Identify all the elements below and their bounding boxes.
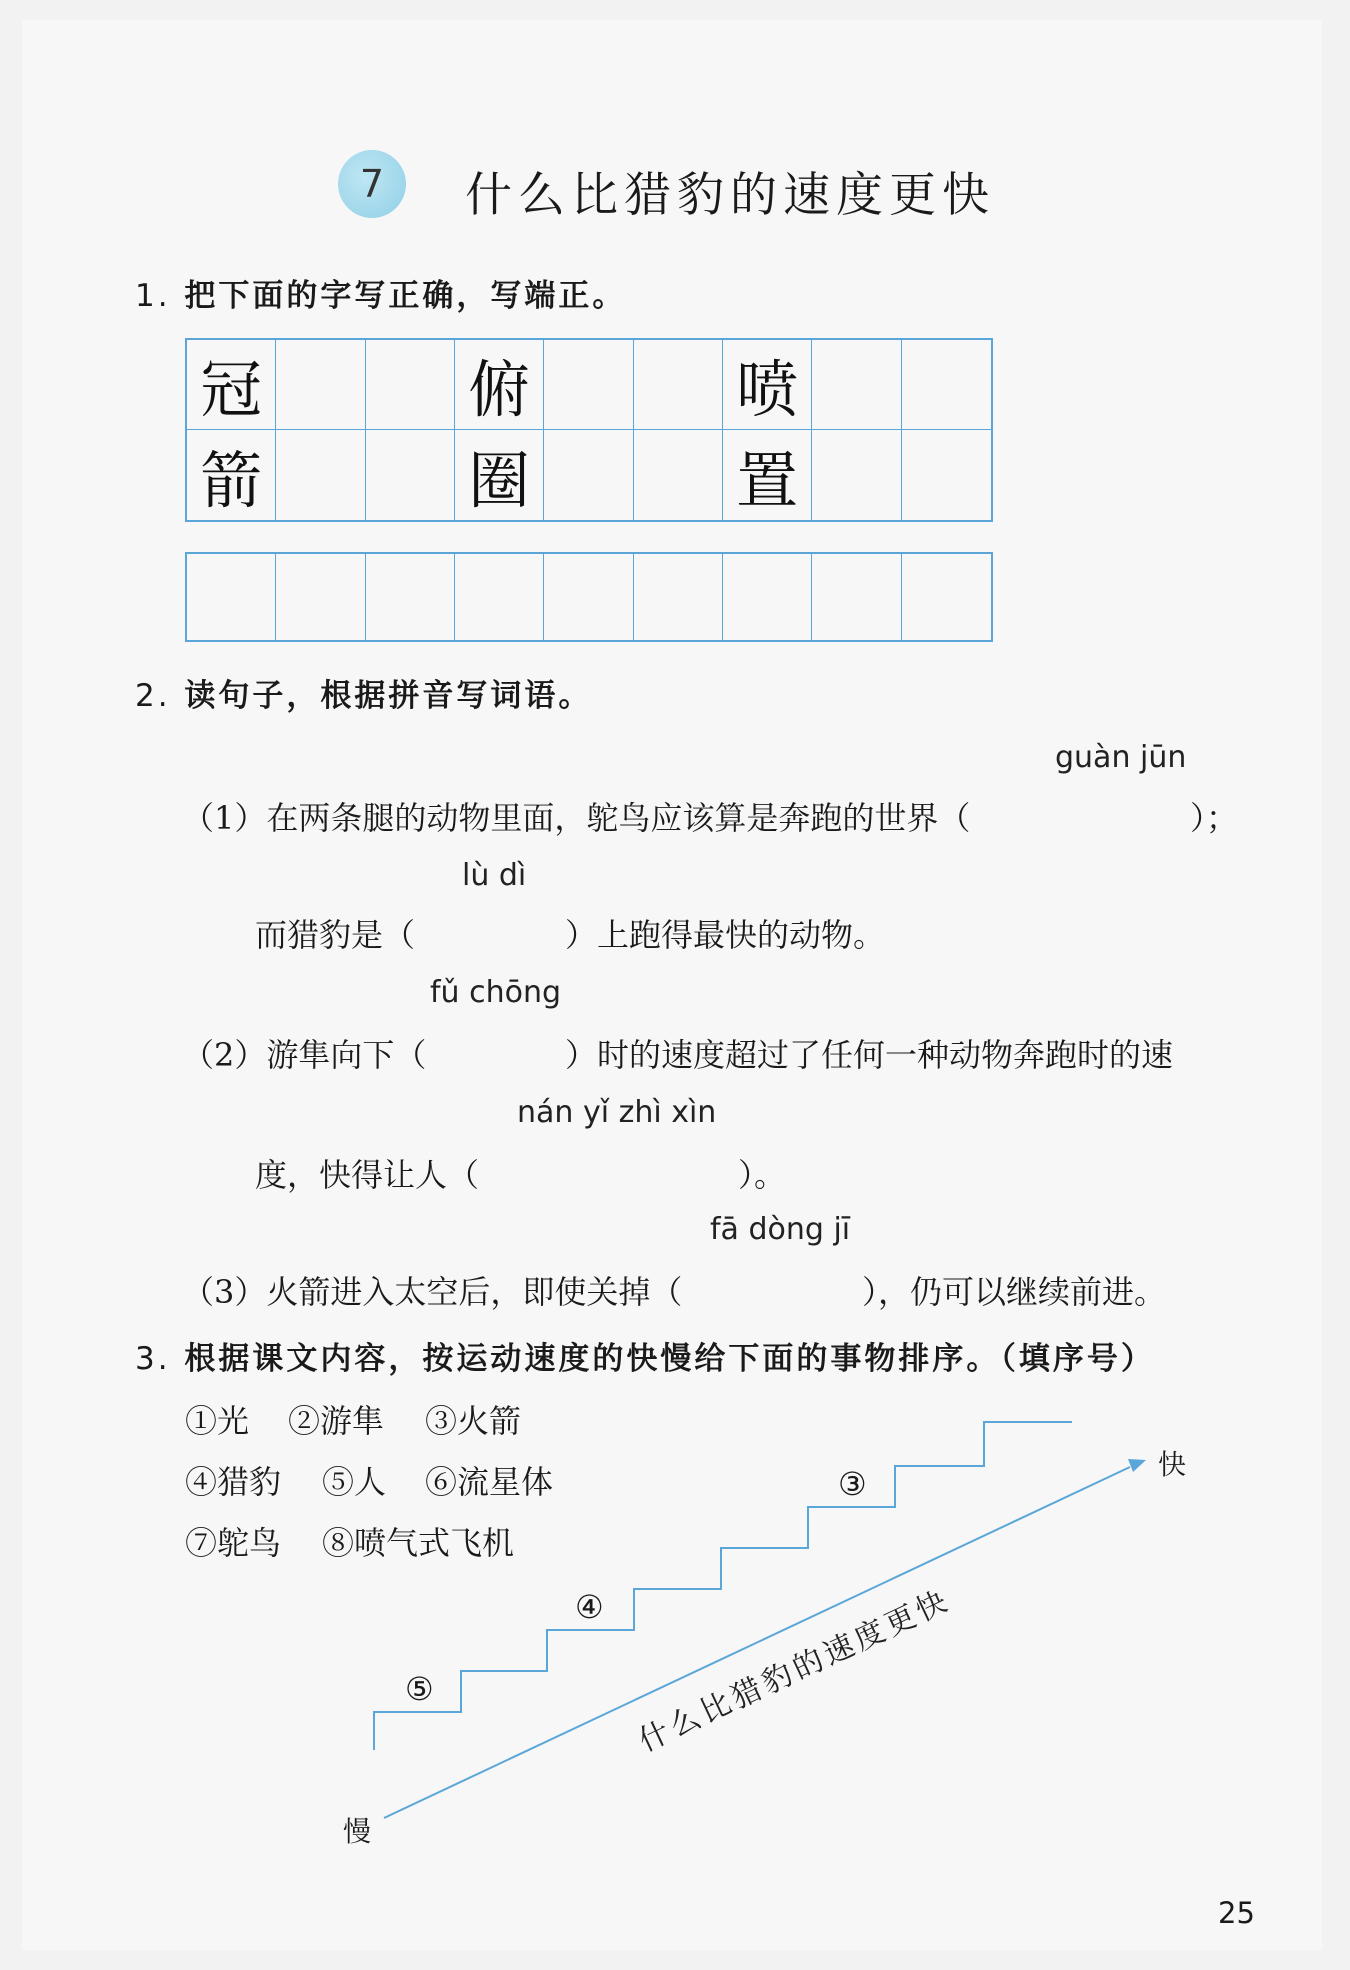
q2-instruction: 读句子，根据拼音写词语。 (184, 678, 593, 714)
speed-arrow-head (1128, 1459, 1146, 1472)
pinyin-nan-yi-zhi-xin: nán yǐ zhì xìn (517, 1095, 717, 1130)
page-number: 25 (1218, 1896, 1255, 1930)
q2-number: 2. (135, 678, 171, 714)
grid-cell[interactable]: 置 (723, 430, 812, 520)
item-cheetah: ④猎豹 (185, 1463, 282, 1501)
sentence-3-a: （3）火箭进入太空后，即使关掉（ (182, 1273, 683, 1311)
pinyin-fa-dong-ji: fā dòng jī (710, 1212, 851, 1247)
q1-number: 1. (135, 278, 171, 314)
grid-cell[interactable]: 箭 (187, 430, 276, 520)
item-meteoroid: ⑥流星体 (425, 1463, 554, 1501)
sentence-2-line-1-b: ）时的速度超过了任何一种动物奔跑时的速 (565, 1036, 1174, 1074)
speed-arrow-line (384, 1467, 1130, 1818)
q3-number: 3. (135, 1341, 171, 1377)
sentence-1-line-2-b: ）上跑得最快的动物。 (565, 916, 886, 954)
stair-answer-1: ⑤ (405, 1670, 434, 1708)
item-ostrich: ⑦鸵鸟 (185, 1524, 282, 1562)
sentence-2-line-2-b: ）。 (738, 1156, 787, 1194)
pinyin-lu-di: lù dì (462, 858, 527, 893)
sentence-1-line-1-end: ）； (1190, 799, 1239, 837)
sentence-1-line-2-a: 而猎豹是（ (255, 916, 416, 954)
lesson-number: 7 (359, 162, 385, 206)
sentence-3-b: ），仍可以继续前进。 (862, 1273, 1167, 1311)
arrow-slow-label: 慢 (343, 1815, 372, 1848)
stair-answer-3: ④ (575, 1588, 604, 1626)
item-jet-plane: ⑧喷气式飞机 (322, 1524, 515, 1562)
arrow-fast-label: 快 (1158, 1448, 1187, 1481)
grid-cell[interactable]: 喷 (723, 340, 812, 430)
pinyin-fu-chong: fǔ chōng (430, 975, 562, 1010)
sentence-2-line-2-a: 度，快得让人（ (255, 1156, 480, 1194)
lesson-title: 什么比猎豹的速度更快 (465, 168, 995, 223)
item-rocket: ③火箭 (425, 1402, 522, 1440)
sentence-2-line-1-a: （2）游隼向下（ (182, 1036, 427, 1074)
grid-cell[interactable]: 圈 (455, 430, 544, 520)
item-falcon: ②游隼 (288, 1402, 385, 1440)
pinyin-guan-jun: guàn jūn (1055, 740, 1187, 775)
stair-answer-6: ③ (838, 1465, 867, 1503)
grid-cell[interactable]: 俯 (455, 340, 544, 430)
speed-arrow-label: 什么比猎豹的速度更快 (633, 1582, 957, 1760)
item-light: ①光 (185, 1402, 250, 1440)
sentence-1-line-1: （1）在两条腿的动物里面，鸵鸟应该算是奔跑的世界（ (182, 799, 971, 837)
grid-cell[interactable]: 冠 (187, 340, 276, 430)
q1-instruction: 把下面的字写正确，写端正。 (184, 278, 627, 314)
q3-instruction: 根据课文内容，按运动速度的快慢给下面的事物排序。（填序号） (184, 1341, 1155, 1377)
item-human: ⑤人 (322, 1463, 387, 1501)
